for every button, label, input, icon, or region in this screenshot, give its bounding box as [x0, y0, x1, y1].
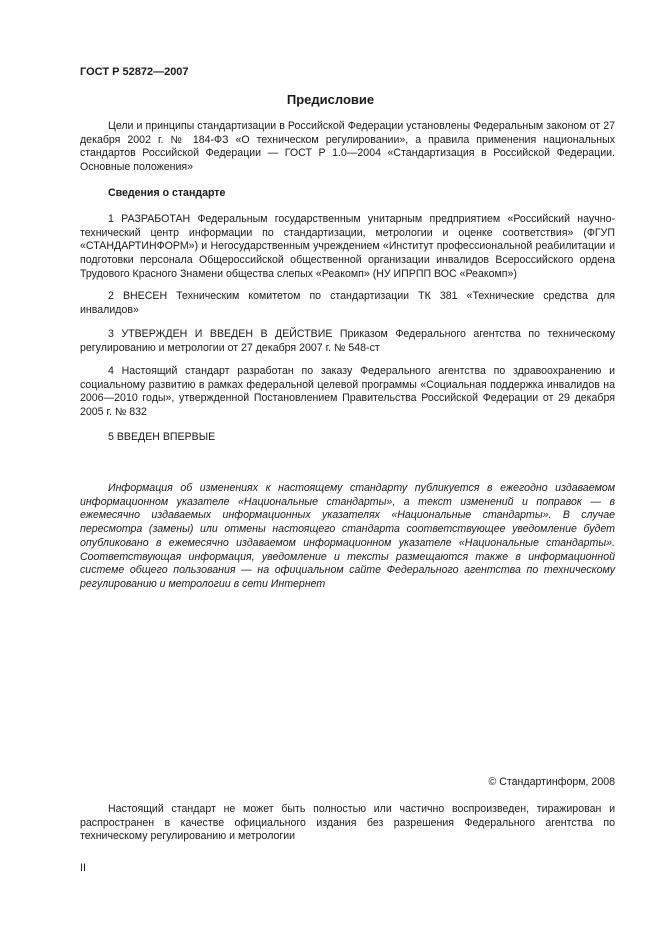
- standard-info-item-4: [80, 365, 615, 420]
- section-heading: Сведения о стандарте: [108, 187, 226, 199]
- standard-info-heading-block: [80, 187, 615, 201]
- list-item: 2 ВНЕСЕН Техническим комитетом по стандартизации ТК 381 «Технические средства для инвалидов»: [80, 290, 615, 316]
- reproduction-section: [80, 803, 615, 844]
- page-title: Предисловие: [286, 92, 375, 107]
- list-item: 1 РАЗРАБОТАН Федеральным государственным унитарным предприятием «Российский научно-технический центр информации по стандартизации, метрологии и оценке соответствия» (ФГУП «СТАНДАРТИНФОРМ») и Негосударственным учреждением «Институт профессиональной реабилитации и подготовки персонала Общероссийской общественной организации инвалидов Всероссийского ордена Трудового Красного Знамени общества слепых «Реакомп» (НУ ИПРПП ВОС «Реакомп»): [80, 213, 615, 280]
- document-code: ГОСТ Р 52872—2007: [80, 66, 189, 78]
- notice-paragraph: Информация об изменениях к настоящему стандарту публикуется в ежегодно издаваемом информационном указателе «Национальные стандарты», а текст изменений и поправок — в ежемесячно издаваемых информационных указателях «Национальные стандарты». В случае пересмотра (замены) или отмены настоящего стандарта соответствующее уведомление будет опубликовано в ежемесячно издаваемом информационном указателе «Национальные стандарты». Соответствующая информация, уведомление и тексты размещаются также в информационной системе общего пользования — на официальном сайте Федерального агентства по техническому регулированию и метрологии в сети Интернет: [80, 482, 615, 590]
- reproduction-paragraph: Настоящий стандарт не может быть полностью или частично воспроизведен, тиражирован и распространен в качестве официального издания без разрешения Федерального агентства по техническому регулированию и метрологии: [80, 803, 615, 843]
- notice-section: [80, 482, 615, 592]
- standard-info-item-1: [80, 213, 615, 282]
- copyright-line: © Стандартинформ, 2008: [488, 776, 615, 788]
- intro-section: [80, 120, 615, 175]
- standard-info-item-3: [80, 328, 615, 355]
- list-item: 3 УТВЕРЖДЕН И ВВЕДЕН В ДЕЙСТВИЕ Приказом Федерального агентства по техническому регулированию и метрологии от 27 декабря 2007 г. № 548-ст: [80, 328, 615, 354]
- intro-paragraph: Цели и принципы стандартизации в Российской Федерации установлены Федеральным законом от 27 декабря 2002 г. № 184-ФЗ «О техническом регулировании», а правила применения национальных стандартов Российской Федерации — ГОСТ Р 1.0—2004 «Стандартизация в Российской Федерации. Основные положения»: [80, 120, 615, 174]
- standard-info-item-5: [80, 431, 615, 445]
- list-item: 5 ВВЕДЕН ВПЕРВЫЕ: [108, 431, 216, 443]
- list-item: 4 Настоящий стандарт разработан по заказу Федерального агентства по здравоохранению и социальному развитию в рамках федеральной целевой программы «Социальная поддержка инвалидов на 2006—2010 годы», утвержденной Постановлением Правительства Российской Федерации от 29 декабря 2005 г. № 832: [80, 365, 615, 419]
- page-number: II: [80, 862, 86, 874]
- standard-info-item-2: [80, 290, 615, 317]
